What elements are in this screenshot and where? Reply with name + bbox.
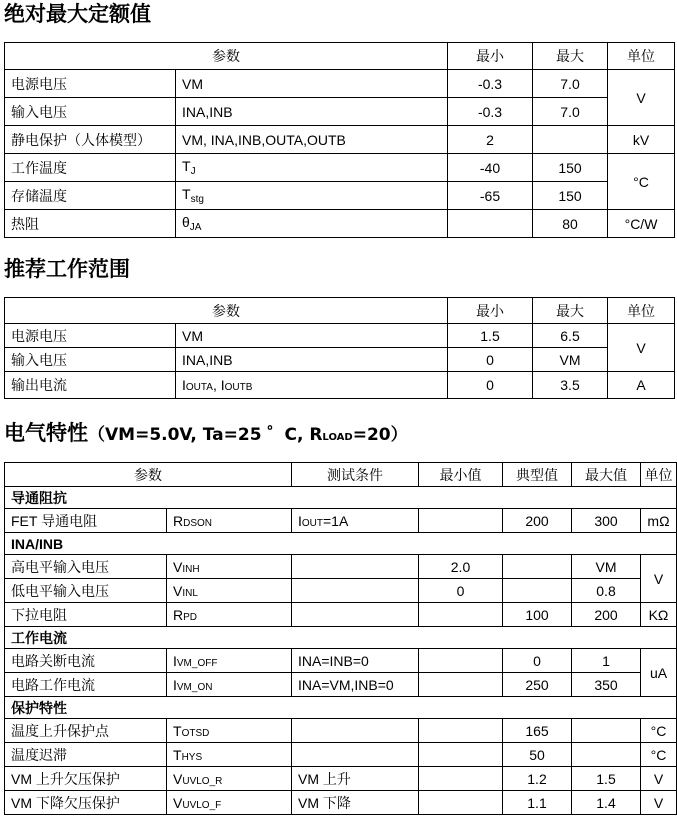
param-name: 电源电压 [5,324,176,348]
table-row [5,70,675,98]
symbol: THYS [167,743,292,767]
symbol: VINL [167,579,292,603]
header-condition: 测试条件 [292,463,419,487]
symbol: VM [176,324,448,348]
section-on-resistance: 导通阻抗 [5,487,677,509]
max-value [572,719,641,743]
header-min: 最小值 [419,463,503,487]
max-value: 7.0 [533,70,608,98]
typ-value: 0 [503,649,572,673]
rec-range-table [4,297,675,399]
min-value [419,791,503,815]
unit: V [608,70,675,126]
test-condition: INA=INB=0 [292,649,419,673]
param-name: 输出电流 [5,372,176,399]
symbol: $T_{stg}$ [176,182,448,210]
unit: V [641,555,677,603]
header-unit: 单位 [608,298,675,324]
header-min: 最小 [448,43,533,70]
max-value: 150 [533,154,608,182]
test-condition [292,743,419,767]
max-value: 200 [572,603,641,627]
test-condition [292,555,419,579]
table-row [5,719,677,743]
test-condition [292,719,419,743]
table-row [5,767,677,791]
param-name: VM 上升欠压保护 [5,767,167,791]
table-row [5,743,677,767]
symbol: IVM_ON [167,673,292,697]
param-name: FET 导通电阻 [5,509,167,533]
min-value [419,767,503,791]
unit: KΩ [641,603,677,627]
symbol: IOUTA, IOUTB [176,372,448,399]
param-name: 输入电压 [5,98,176,126]
min-value [419,719,503,743]
unit: °C/W [608,210,675,238]
section-operating-current: 工作电流 [5,627,677,649]
table-row [5,509,677,533]
unit: °C [641,719,677,743]
unit: mΩ [641,509,677,533]
min-value [448,210,533,238]
table-row [5,649,677,673]
param-name: 电源电压 [5,70,176,98]
typ-value: 50 [503,743,572,767]
test-condition: VM 上升 [292,767,419,791]
table-row [5,98,675,126]
symbol: INA,INB [176,98,448,126]
unit: °C [608,154,675,210]
symbol: IVM_OFF [167,649,292,673]
typ-value: 200 [503,509,572,533]
param-name: 工作温度 [5,154,176,182]
min-value: 0 [419,579,503,603]
max-value: 3.5 [533,372,608,399]
table-row [5,182,675,210]
min-value: 1.5 [448,324,533,348]
rec-title: 推荐工作范围 [4,257,130,281]
table-row [5,154,675,182]
unit: A [608,372,675,399]
param-name: 热阻 [5,210,176,238]
test-condition [292,579,419,603]
unit: V [641,791,677,815]
min-value [419,509,503,533]
typ-value [503,555,572,579]
typ-value: 1.2 [503,767,572,791]
max-value: 0.8 [572,579,641,603]
max-value: VM [533,348,608,372]
param-name: 高电平输入电压 [5,555,167,579]
param-name: 静电保护（人体模型） [5,126,176,154]
max-value: 80 [533,210,608,238]
param-name: 低电平输入电压 [5,579,167,603]
header-param: 参数 [5,43,448,70]
symbol: RDSON [167,509,292,533]
section-ina-inb: INA/INB [5,533,677,555]
param-name: 电路关断电流 [5,649,167,673]
symbol: VUVLO_R [167,767,292,791]
unit: kV [608,126,675,154]
min-value [419,649,503,673]
table-row [5,210,675,238]
header-param: 参数 [5,298,448,324]
max-value [533,126,608,154]
param-name: 下拉电阻 [5,603,167,627]
symbol: VINH [167,555,292,579]
test-condition: INA=VM,INB=0 [292,673,419,697]
table-row [5,603,677,627]
table-row [5,348,675,372]
unit: °C [641,743,677,767]
max-value: 7.0 [533,98,608,126]
max-value [572,743,641,767]
max-value: 1.5 [572,767,641,791]
header-max: 最大 [533,298,608,324]
param-name: 输入电压 [5,348,176,372]
param-name: 温度上升保护点 [5,719,167,743]
header-max: 最大值 [572,463,641,487]
min-value [419,743,503,767]
unit: V [641,767,677,791]
param-name: 存储温度 [5,182,176,210]
min-value: 2.0 [419,555,503,579]
test-condition [292,603,419,627]
symbol: TOTSD [167,719,292,743]
max-value: 150 [533,182,608,210]
min-value: -0.3 [448,70,533,98]
typ-value: 250 [503,673,572,697]
symbol: INA,INB [176,348,448,372]
test-condition: VM 下降 [292,791,419,815]
typ-value: 1.1 [503,791,572,815]
abs-title: 绝对最大定额值 [4,2,151,26]
max-value: 1 [572,649,641,673]
table-row [5,372,675,399]
min-value: -40 [448,154,533,182]
header-unit: 单位 [608,43,675,70]
elec-conditions: （VM=5.0V, Ta=25 ゜C, RLOAD=20） [88,425,408,445]
header-param: 参数 [5,463,292,487]
elec-title: 电气特性（VM=5.0V, Ta=25 ゜C, RLOAD=20） [4,421,408,445]
max-value: VM [572,555,641,579]
min-value: 2 [448,126,533,154]
symbol: $\theta_{JA}$ [176,210,448,238]
max-value: 6.5 [533,324,608,348]
max-value: 1.4 [572,791,641,815]
min-value: -0.3 [448,98,533,126]
symbol: VM, INA,INB,OUTA,OUTB [176,126,448,154]
param-name: VM 下降欠压保护 [5,791,167,815]
unit: uA [641,649,677,697]
header-max: 最大 [533,43,608,70]
header-unit: 单位 [641,463,677,487]
symbol: RPD [167,603,292,627]
table-row [5,673,677,697]
header-typ: 典型值 [503,463,572,487]
abs-max-table [4,42,675,238]
min-value [419,603,503,627]
table-row [5,126,675,154]
min-value [419,673,503,697]
typ-value: 100 [503,603,572,627]
table-row [5,555,677,579]
symbol: VM [176,70,448,98]
min-value: 0 [448,372,533,399]
param-name: 电路工作电流 [5,673,167,697]
electrical-table [4,462,677,815]
header-min: 最小 [448,298,533,324]
test-condition: IOUT=1A [292,509,419,533]
typ-value: 165 [503,719,572,743]
table-row [5,324,675,348]
unit: V [608,324,675,372]
min-value: 0 [448,348,533,372]
min-value: -65 [448,182,533,210]
typ-value [503,579,572,603]
symbol: VUVLO_F [167,791,292,815]
symbol: $T_J$ [176,154,448,182]
table-row [5,791,677,815]
max-value: 350 [572,673,641,697]
section-protection: 保护特性 [5,697,677,719]
max-value: 300 [572,509,641,533]
param-name: 温度迟滞 [5,743,167,767]
table-row [5,579,677,603]
